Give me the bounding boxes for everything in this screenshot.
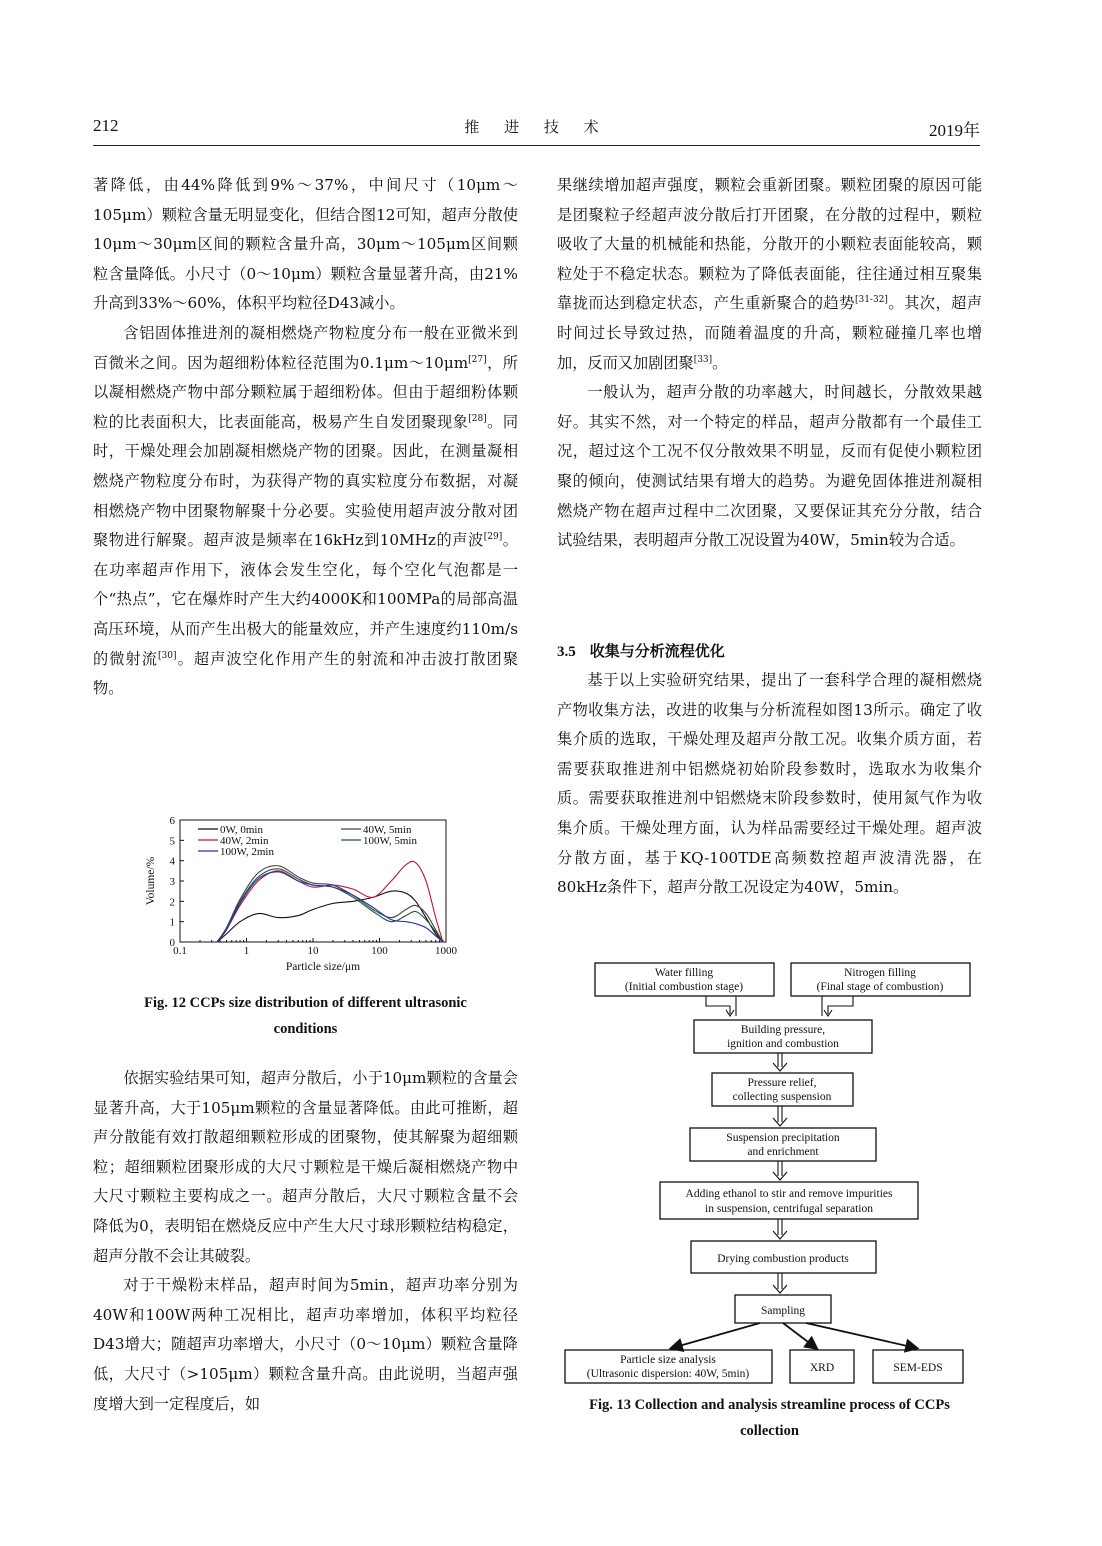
legend-label: 100W, 2min xyxy=(220,846,274,858)
citation: [33] xyxy=(693,354,713,365)
label: XRD xyxy=(809,1362,835,1374)
right-column xyxy=(557,171,982,556)
series-line xyxy=(217,869,443,942)
label: Drying combustion products xyxy=(717,1253,849,1265)
x-tick-label: 1000 xyxy=(435,945,457,957)
label: and enrichment xyxy=(747,1146,819,1158)
y-tick-label: 3 xyxy=(169,876,175,888)
x-tick-label: 1 xyxy=(243,945,250,957)
y-tick-label: 2 xyxy=(169,896,175,909)
fig13-caption: Fig. 13 Collection and analysis streamline process of CCPs collection xyxy=(589,1397,950,1439)
fig12-chart xyxy=(140,812,470,984)
label: ignition and combustion xyxy=(727,1038,839,1050)
series-line xyxy=(217,861,443,942)
citation: [29] xyxy=(483,532,503,543)
y-tick-label: 4 xyxy=(169,855,175,868)
label: Adding ethanol to stir and remove impurities xyxy=(685,1188,893,1200)
citation: [28] xyxy=(468,413,487,424)
running-header xyxy=(93,116,980,146)
journal-title: 推 进 技 术 xyxy=(464,118,609,136)
section-heading: 3.5 收集与分析流程优化 xyxy=(557,642,725,660)
label: SEM-EDS xyxy=(893,1362,943,1374)
label: (Ultrasonic dispersion: 40W, 5min) xyxy=(586,1368,750,1380)
left-column xyxy=(93,171,518,704)
label: in suspension, centrifugal separation xyxy=(705,1203,873,1215)
label: Suspension precipitation xyxy=(726,1132,840,1144)
right-paragraph-1: 果继续增加超声强度，颗粒会重新团聚。颗粒团聚的原因可能是团聚粒子经超声波分散后打开团聚，在分散的过程中，颗粒吸收了大量的机械能和热能，分散开的小颗粒表面能较高，颗粒处于不稳定状态。颗粒为了降低表面能，往往通过相互聚集靠拢而达到稳定状态，产生重新聚合的趋势[31-32]。其次，超声时间过长导致过热，而随着温度的升高，颗粒碰撞几率也增加，反而又加剧团聚[33]。 xyxy=(557,176,983,372)
label: Particle size analysis xyxy=(620,1354,716,1366)
series-line xyxy=(217,891,443,942)
x-tick-label: 0.1 xyxy=(173,945,187,957)
citation: [27] xyxy=(468,354,487,365)
x-tick-label: 10 xyxy=(307,945,319,957)
legend-label: 100W, 5min xyxy=(363,835,417,847)
right-paragraph-3: 基于以上实验研究结果，提出了一套科学合理的凝相燃烧产物收集方法，改进的收集与分析流程如图13所示。确定了收集介质的选取，干燥处理及超声分散工况。收集介质方面，若需要获取推进剂中铝燃烧初始阶段参数时，选取水为收集介质。需要获取推进剂中铝燃烧末阶段参数时，使用氮气作为收集介质。干燥处理方面，认为样品需要经过干燥处理。超声波分散方面，基于KQ-100TDE高频数控超声波清洗器，在80kHz条件下，超声分散工况设定为40W，5min。 xyxy=(557,671,982,897)
label: Sampling xyxy=(760,1305,806,1317)
y-tick-label: 5 xyxy=(169,835,175,848)
y-tick-label: 0 xyxy=(169,937,175,949)
x-axis-label: Particle size/μm xyxy=(285,961,361,973)
right-paragraph-2: 一般认为，超声分散的功率越大，时间越长，分散效果越好。其实不然，对一个特定的样品，超声分散都有一个最佳工况，超过这个工况不仅分散效果不明显，反而有促使小颗粒团聚的倾向，使测试结果有增大的趋势。为避免固体推进剂凝相燃烧产物在超声过程中二次团聚，又要保证其充分分散，结合试验结果，表明超声分散工况设置为40W，5min较为合适。 xyxy=(557,383,982,550)
y-axis-label: Volume/% xyxy=(145,856,157,906)
label: (Final stage of combustion) xyxy=(816,981,944,993)
right-column-section xyxy=(557,637,982,903)
x-tick-label: 100 xyxy=(371,945,388,957)
page-number: 212 xyxy=(93,116,119,135)
label: Building pressure, xyxy=(740,1024,826,1036)
legend-label: 40W, 5min xyxy=(363,824,412,836)
label: Nitrogen filling xyxy=(844,967,916,979)
label: Pressure relief, xyxy=(747,1077,817,1089)
left-paragraph-3: 依据实验结果可知，超声分散后，小于10μm颗粒的含量会显著升高，大于105μm颗粒的含量显著降低。由此可推断，超声分散能有效打散超细颗粒形成的团聚物，使其解聚为超细颗粒；超细颗粒团聚形成的大尺寸颗粒是干燥后凝相燃烧产物中大尺寸颗粒主要构成之一。超声分散后，大尺寸颗粒含量不会降低为0，表明铝在燃烧反应中产生大尺寸球形颗粒结构稳定，超声分散不会让其破裂。 xyxy=(93,1069,518,1265)
label: Water filling xyxy=(654,967,714,979)
y-tick-label: 1 xyxy=(169,916,175,929)
label: collecting suspension xyxy=(732,1091,832,1103)
citation: [31-32] xyxy=(854,295,888,306)
journal-year: 2019年 xyxy=(929,121,980,140)
left-paragraph-4: 对于干燥粉末样品，超声时间为5min，超声功率分别为40W和100W两种工况相比，超声功率增加，体积平均粒径D43增大；随超声功率增大，小尺寸（0～10μm）颗粒含量降低，大尺寸（>105μm）颗粒含量升高。由此说明，当超声强度增大到一定程度后，如 xyxy=(93,1276,518,1413)
fig13-flowchart xyxy=(560,958,980,1390)
header-rule xyxy=(93,145,980,146)
left-column-lower xyxy=(93,1064,518,1419)
legend-label: 0W, 0min xyxy=(220,824,263,836)
citation: [30] xyxy=(158,650,177,661)
left-paragraph-1: 著降低，由44%降低到9%～37%，中间尺寸（10μm～105μm）颗粒含量无明显变化，但结合图12可知，超声分散使10μm～30μm区间的颗粒含量升高，30μm～105μm区间颗粒含量降低。小尺寸（0～10μm）颗粒含量显著升高，由21%升高到33%～60%，体积平均粒径D43减小。 xyxy=(93,176,518,313)
y-tick-label: 6 xyxy=(169,815,175,827)
fig12-caption: Fig. 12 CCPs size distribution of different ultrasonic conditions xyxy=(144,995,467,1037)
legend-label: 40W, 2min xyxy=(220,835,269,847)
left-paragraph-2: 含铝固体推进剂的凝相燃烧产物粒度分布一般在亚微米到百微米之间。因为超细粉体粒径范围为0.1μm～10μm[27]，所以凝相燃烧产物中部分颗粒属于超细粉体。但由于超细粉体颗粒的比表面积大，比表面能高，极易产生自发团聚现象[28]。同时，干燥处理会加剧凝相燃烧产物的团聚。因此，在测量凝相燃烧产物粒度分布时，为获得产物的真实粒度分布数据，对凝相燃烧产物中团聚物解聚十分必要。实验使用超声波分散对团聚物进行解聚。超声波是频率在16kHz到10MHz的声波[29]。在功率超声作用下，液体会发生空化，每个空化气泡都是一个“热点”，它在爆炸时产生大约4000K和100MPa的局部高温高压环境，从而产生出极大的能量效应，并产生速度约110m/s的微射流[30]。超声波空化作用产生的射流和冲击波打散团聚物。 xyxy=(93,323,519,698)
label: (Initial combustion stage) xyxy=(624,981,744,993)
